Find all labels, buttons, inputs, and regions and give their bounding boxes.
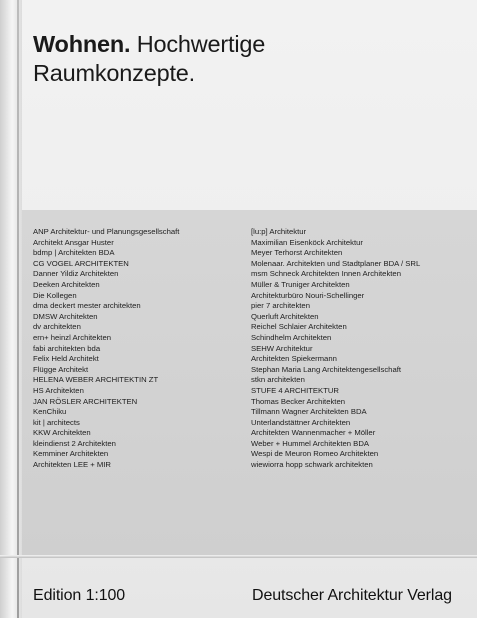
architect-name: Architekten Wannenmacher + Möller bbox=[251, 428, 376, 438]
architect-name: Unterlandstättner Architekten bbox=[251, 417, 351, 427]
architect-name: Flügge Architekt bbox=[33, 364, 89, 374]
architect-name: Schindhelm Architekten bbox=[251, 332, 332, 342]
architect-name: bdmp | Architekten BDA bbox=[33, 248, 115, 258]
architect-name: Architekten Spiekermann bbox=[251, 354, 337, 364]
architect-name: fabi architekten bda bbox=[33, 343, 101, 353]
architect-name: Weber + Hummel Architekten BDA bbox=[251, 438, 369, 448]
architect-name: SEHW Architektur bbox=[251, 343, 313, 353]
architect-name: ern+ heinzl Architekten bbox=[33, 332, 111, 342]
architect-name: Müller & Truniger Architekten bbox=[251, 279, 350, 289]
architect-name: [lu:p] Architektur bbox=[251, 227, 307, 236]
architect-name: kit | architects bbox=[33, 417, 80, 427]
architect-name: Danner Yildiz Architekten bbox=[33, 269, 119, 279]
architect-name: dv architekten bbox=[33, 322, 81, 332]
edition-label: Edition 1:100 bbox=[33, 587, 126, 604]
architect-list-left bbox=[33, 227, 248, 471]
architect-name: STUFE 4 ARCHITEKTUR bbox=[251, 385, 339, 395]
architect-name: kleindienst 2 Architekten bbox=[33, 438, 116, 448]
band-edge bbox=[0, 555, 477, 558]
architect-name: pier 7 architekten bbox=[251, 301, 310, 311]
architect-name: Kemminer Architekten bbox=[33, 449, 109, 459]
architect-name: Reichel Schlaier Architekten bbox=[251, 322, 347, 332]
architect-name: Felix Held Architekt bbox=[33, 354, 99, 364]
architect-name: Deeken Architekten bbox=[33, 279, 100, 289]
architect-name: ANP Architektur- und Planungsgesellschaft bbox=[33, 227, 180, 236]
book-title bbox=[33, 30, 463, 88]
architect-name: KenChiku bbox=[33, 407, 67, 417]
architect-name: Meyer Terhorst Architekten bbox=[251, 248, 343, 258]
architect-name: dma deckert mester architekten bbox=[33, 301, 141, 311]
title-light-line-2: Raumkonzepte. bbox=[33, 60, 195, 86]
architect-name: Querluft Architekten bbox=[251, 311, 319, 321]
architect-name: wiewiorra hopp schwark architekten bbox=[251, 460, 373, 470]
architect-name: Architekten LEE + MIR bbox=[33, 460, 111, 470]
architect-name: Architekturbüro Nouri-Schellinger bbox=[251, 290, 365, 300]
architect-name: stkn architekten bbox=[251, 375, 305, 385]
architect-name: msm Schneck Architekten Innen Architekten bbox=[251, 269, 401, 279]
architect-name: Molenaar. Architekten und Stadtplaner BDA / SRL bbox=[251, 258, 421, 268]
architect-name: Tillmann Wagner Architekten BDA bbox=[251, 407, 367, 417]
architect-name: Thomas Becker Architekten bbox=[251, 396, 345, 406]
architect-name: Wespi de Meuron Romeo Architekten bbox=[251, 449, 379, 459]
architect-name: Stephan Maria Lang Architektengesellschaft bbox=[251, 364, 401, 374]
spine-fold-line bbox=[17, 0, 19, 618]
architect-name: HELENA WEBER ARCHITEKTIN ZT bbox=[33, 375, 159, 385]
architect-name: KKW Architekten bbox=[33, 428, 91, 438]
architect-name: HS Architekten bbox=[33, 385, 84, 395]
architect-name: Architekt Ansgar Huster bbox=[33, 237, 114, 247]
title-light-line-1: Hochwertige bbox=[136, 31, 266, 57]
architect-list-right bbox=[251, 227, 466, 471]
architect-name: DMSW Architekten bbox=[33, 311, 98, 321]
architect-name: JAN RÖSLER ARCHITEKTEN bbox=[33, 396, 138, 406]
architect-name: Die Kollegen bbox=[33, 290, 77, 300]
publisher-label: Deutscher Architektur Verlag bbox=[252, 587, 452, 604]
title-bold: Wohnen. bbox=[33, 31, 131, 57]
architect-name: CG VOGEL ARCHITEKTEN bbox=[33, 258, 129, 268]
architect-name: Maximilian Eisenköck Architektur bbox=[251, 237, 363, 247]
